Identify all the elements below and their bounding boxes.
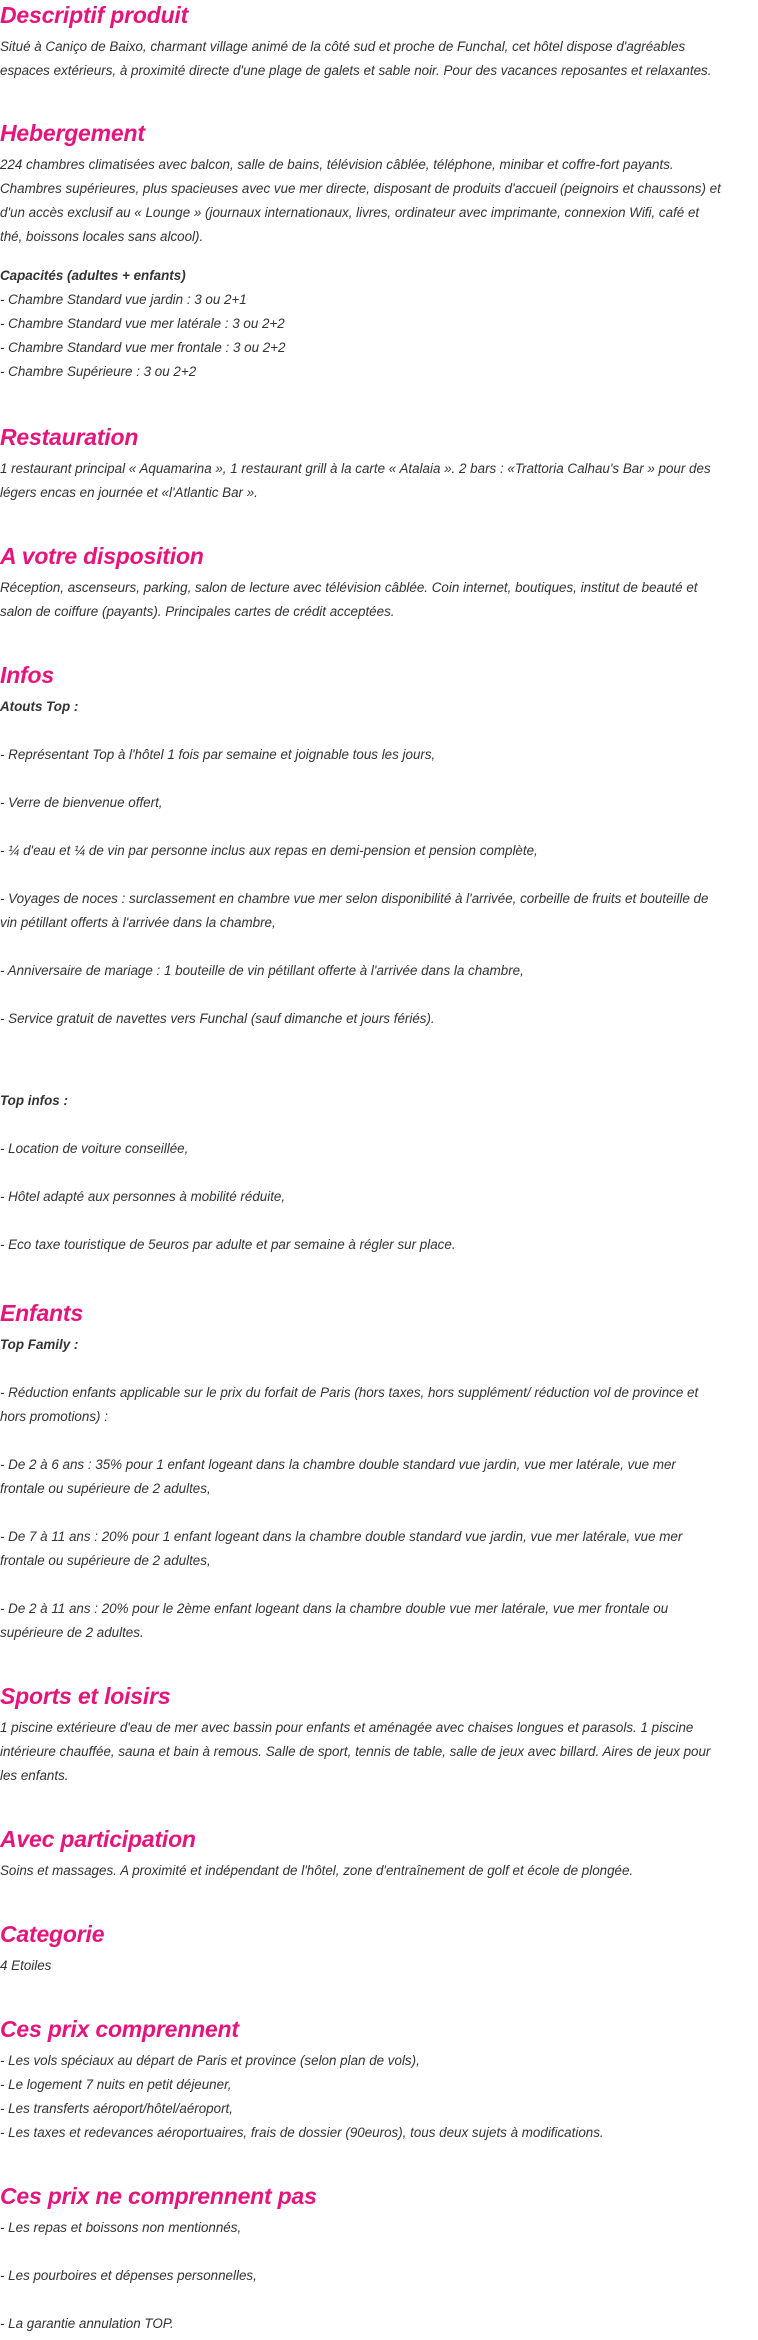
capacity-item: - Chambre Supérieure : 3 ou 2+2 (0, 364, 197, 379)
enfant-item-cont: hors promotions) : (0, 1409, 108, 1424)
text-line: Réception, ascenseurs, parking, salon de lecture avec télévision câblée. Coin internet, boutiques, institut de beauté et (0, 580, 698, 595)
section-sports (0, 1681, 758, 1788)
atout-item: - Service gratuit de navettes vers Funchal (sauf dimanche et jours fériés). (0, 1011, 435, 1026)
family-label: Top Family : (0, 1337, 79, 1352)
enfants-text (0, 1333, 758, 1645)
atout-item: - Voyages de noces : surclassement en chambre vue mer selon disponibilité à l'arrivée, corbeille de fruits et bouteille de (0, 891, 709, 906)
text-line: 1 piscine extérieure d'eau de mer avec bassin pour enfants et aménagée avec chaises longues et parasols. 1 piscine (0, 1720, 694, 1735)
section-restauration (0, 422, 758, 505)
heading-ne-comprennent: Ces prix ne comprennent pas (0, 2183, 317, 2209)
atout-item: - Verre de bienvenue offert, (0, 795, 163, 810)
atout-item: - Représentant Top à l'hôtel 1 fois par semaine et joignable tous les jours, (0, 747, 436, 762)
heading-restauration: Restauration (0, 424, 139, 450)
enfant-item: - De 2 à 11 ans : 20% pour le 2ème enfant logeant dans la chambre double vue mer latérale, vue mer frontale ou (0, 1601, 669, 1616)
capacites-block (0, 264, 758, 384)
text-line: espaces extérieurs, à proximité directe d'une plage de galets et sable noir. Pour des vacances reposantes et relaxantes. (0, 63, 712, 78)
section-categorie (0, 1919, 758, 1978)
list-item: - Les taxes et redevances aéroportuaires, frais de dossier (90euros), tous deux sujets à modifications. (0, 2125, 604, 2140)
enfant-item-cont: supérieure de 2 adultes. (0, 1625, 144, 1640)
capacites-label: Capacités (adultes + enfants) (0, 268, 186, 283)
topinfo-item: - Location de voiture conseillée, (0, 1141, 189, 1156)
list-item: - Le logement 7 nuits en petit déjeuner, (0, 2077, 232, 2092)
list-item: - Les vols spéciaux au départ de Paris et province (selon plan de vols), (0, 2053, 420, 2068)
text-line: thé, boissons locales sans alcool). (0, 229, 204, 244)
heading-disposition: A votre disposition (0, 543, 204, 569)
comprennent-text (0, 2049, 758, 2145)
section-infos (0, 660, 758, 1257)
text-line: salon de coiffure (payants). Principales cartes de crédit acceptées. (0, 604, 395, 619)
ne-comprennent-text (0, 2216, 758, 2336)
enfant-item-cont: frontale ou supérieure de 2 adultes, (0, 1481, 211, 1496)
infos-text (0, 695, 758, 1257)
topinfos-label: Top infos : (0, 1093, 68, 1108)
enfant-item: - De 2 à 6 ans : 35% pour 1 enfant logeant dans la chambre double standard vue jardin, vue mer latérale, vue mer (0, 1457, 676, 1472)
heading-hebergement: Hebergement (0, 120, 145, 146)
list-item: - Les pourboires et dépenses personnelles, (0, 2268, 257, 2283)
text-line: Chambres supérieures, plus spacieuses avec vue mer directe, disposant de produits d'accueil (peignoirs et chaussons) et (0, 181, 721, 196)
text-line: les enfants. (0, 1768, 69, 1783)
capacity-item: - Chambre Standard vue jardin : 3 ou 2+1 (0, 292, 247, 307)
capacity-item: - Chambre Standard vue mer frontale : 3 ou 2+2 (0, 340, 286, 355)
heading-descriptif: Descriptif produit (0, 2, 189, 28)
hebergement-text (0, 153, 758, 249)
text-line: intérieure chauffée, sauna et bain à remous. Salle de sport, tennis de table, salle de jeux avec billard. Aires de jeux pour (0, 1744, 711, 1759)
atout-item: - ¼ d'eau et ¼ de vin par personne inclus aux repas en demi-pension et pension complète, (0, 843, 538, 858)
heading-categorie: Categorie (0, 1921, 105, 1947)
text-line: Situé à Caniço de Baixo, charmant village animé de la côté sud et proche de Funchal, cet hôtel dispose d'agréables (0, 39, 686, 54)
atouts-label: Atouts Top : (0, 699, 79, 714)
categorie-text (0, 1954, 758, 1978)
section-ne-comprennent (0, 2181, 758, 2336)
section-enfants (0, 1298, 758, 1645)
text-line: 224 chambres climatisées avec balcon, salle de bains, télévision câblée, téléphone, minibar et coffre-fort payants. (0, 157, 674, 172)
capacity-item: - Chambre Standard vue mer latérale : 3 ou 2+2 (0, 316, 285, 331)
section-descriptif (0, 0, 758, 83)
text-line: d'un accès exclusif au « Lounge » (journaux internationaux, livres, ordinateur avec imprimante, connexion Wifi, café et (0, 205, 700, 220)
participation-text (0, 1859, 758, 1883)
enfant-item: - De 7 à 11 ans : 20% pour 1 enfant logeant dans la chambre double standard vue jardin, vue mer latérale, vue mer (0, 1529, 683, 1544)
text-line: 1 restaurant principal « Aquamarina », 1 restaurant grill à la carte « Atalaia ». 2 bars : «Trattoria Calhau's Bar » pour des (0, 461, 711, 476)
text-line: Soins et massages. A proximité et indépendant de l'hôtel, zone d'entraînement de golf et école de plongée. (0, 1863, 634, 1878)
restauration-text (0, 457, 758, 505)
text-line: légers encas en journée et «l'Atlantic Bar ». (0, 485, 258, 500)
heading-sports: Sports et loisirs (0, 1683, 171, 1709)
section-comprennent (0, 2014, 758, 2145)
enfant-item: - Réduction enfants applicable sur le prix du forfait de Paris (hors taxes, hors supplément/ réduction vol de province et (0, 1385, 699, 1400)
topinfo-item: - Hôtel adapté aux personnes à mobilité réduite, (0, 1189, 286, 1204)
section-participation (0, 1824, 758, 1883)
heading-comprennent: Ces prix comprennent (0, 2016, 239, 2042)
atout-item-cont: vin pétillant offerts à l'arrivée dans la chambre, (0, 915, 276, 930)
list-item: - Les transferts aéroport/hôtel/aéroport, (0, 2101, 233, 2116)
text-line: 4 Etoiles (0, 1958, 52, 1973)
section-disposition (0, 541, 758, 624)
heading-infos: Infos (0, 662, 54, 688)
heading-participation: Avec participation (0, 1826, 196, 1852)
descriptif-text (0, 35, 758, 83)
enfant-item-cont: frontale ou supérieure de 2 adultes, (0, 1553, 211, 1568)
list-item: - Les repas et boissons non mentionnés, (0, 2220, 242, 2235)
heading-enfants: Enfants (0, 1300, 83, 1326)
sports-text (0, 1716, 758, 1788)
list-item: - La garantie annulation TOP. (0, 2316, 174, 2331)
section-hebergement (0, 118, 758, 384)
topinfo-item: - Eco taxe touristique de 5euros par adulte et par semaine à régler sur place. (0, 1237, 456, 1252)
disposition-text (0, 576, 758, 624)
atout-item: - Anniversaire de mariage : 1 bouteille de vin pétillant offerte à l'arrivée dans la chambre, (0, 963, 524, 978)
